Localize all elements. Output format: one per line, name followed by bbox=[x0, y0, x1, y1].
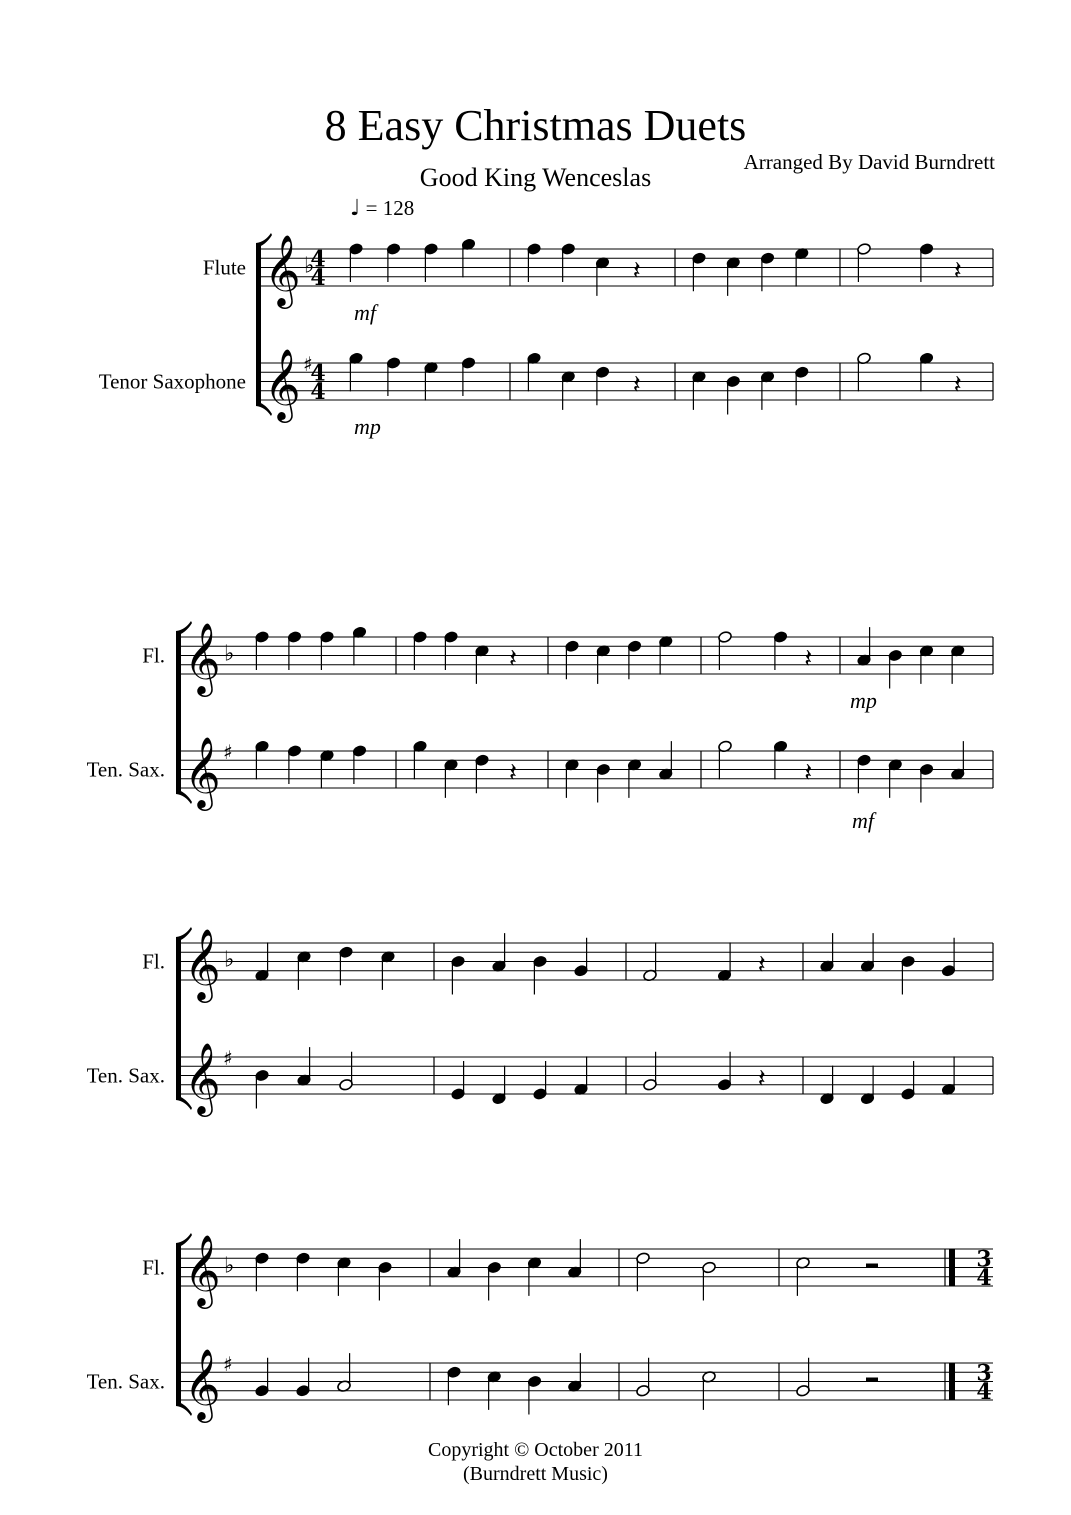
dynamic-marking: mp bbox=[850, 688, 877, 713]
instrument-label: Ten. Sax. bbox=[86, 757, 165, 782]
sharp-key-signature-icon: ♯ bbox=[223, 1046, 233, 1070]
score-title: 8 Easy Christmas Duets bbox=[324, 101, 747, 150]
dynamic-marking: mp bbox=[354, 414, 381, 439]
dynamic-marking: mf bbox=[354, 300, 376, 325]
treble-clef-icon: 𝄞 bbox=[264, 232, 301, 306]
quarter-rest-icon: 𝄽 bbox=[509, 757, 517, 788]
quarter-rest-icon: 𝄽 bbox=[632, 255, 641, 286]
instrument-label: Ten. Sax. bbox=[86, 1369, 165, 1394]
quarter-rest-icon: 𝄽 bbox=[509, 643, 517, 674]
quarter-rest-icon: 𝄽 bbox=[632, 369, 641, 400]
time-signature-bottom: 4 bbox=[976, 1265, 992, 1291]
sax-staff bbox=[87, 735, 993, 833]
copyright-footer bbox=[0, 1438, 1071, 1486]
piece-title: Good King Wenceslas bbox=[419, 163, 652, 192]
sharp-key-signature-icon: ♯ bbox=[223, 740, 233, 764]
flute-staff bbox=[142, 927, 993, 1003]
sharp-key-signature-icon: ♯ bbox=[303, 352, 313, 376]
time-signature-bottom: 4 bbox=[976, 1379, 992, 1405]
system-4 bbox=[87, 1233, 993, 1423]
quarter-rest-icon: 𝄽 bbox=[804, 643, 813, 674]
treble-clef-icon: 𝄞 bbox=[184, 926, 221, 1000]
quarter-note-icon: ♩ bbox=[350, 196, 361, 221]
copyright-line: Copyright © October 2011 bbox=[428, 1439, 643, 1461]
tempo-value: = 128 bbox=[365, 196, 415, 220]
system-2 bbox=[87, 621, 993, 833]
system-3 bbox=[87, 927, 993, 1117]
flat-key-signature-icon: ♭ bbox=[224, 641, 235, 667]
flat-key-signature-icon: ♭ bbox=[224, 947, 235, 973]
flute-staff bbox=[203, 233, 993, 325]
instrument-label: Fl. bbox=[142, 643, 165, 668]
instrument-label: Fl. bbox=[142, 1255, 165, 1280]
instrument-label: Fl. bbox=[142, 949, 165, 974]
quarter-rest-icon: 𝄽 bbox=[953, 369, 962, 400]
quarter-rest-icon: 𝄽 bbox=[804, 757, 813, 788]
quarter-rest-icon: 𝄽 bbox=[953, 255, 962, 286]
final-barline-thick bbox=[949, 1249, 955, 1286]
final-barline-thick bbox=[949, 1363, 955, 1400]
time-signature-bottom: 4 bbox=[310, 265, 326, 291]
time-signature-top: 3 bbox=[976, 1360, 992, 1387]
instrument-label: Ten. Sax. bbox=[86, 1063, 165, 1088]
quarter-rest-icon: 𝄽 bbox=[757, 1063, 766, 1094]
sharp-key-signature-icon: ♯ bbox=[223, 1352, 233, 1376]
treble-clef-icon: 𝄞 bbox=[184, 734, 221, 808]
system-1 bbox=[99, 233, 993, 439]
quarter-rest-icon: 𝄽 bbox=[757, 949, 766, 980]
instrument-label: Flute bbox=[202, 255, 246, 280]
sax-staff bbox=[87, 1347, 993, 1423]
sax-staff bbox=[87, 1041, 993, 1117]
flute-staff bbox=[142, 1233, 993, 1309]
half-rest-icon bbox=[866, 1264, 878, 1268]
flute-staff bbox=[142, 621, 993, 713]
flat-key-signature-icon: ♭ bbox=[224, 1253, 235, 1279]
instrument-label: Tenor Saxophone bbox=[98, 369, 246, 394]
treble-clef-icon: 𝄞 bbox=[184, 1232, 221, 1306]
time-signature-top: 3 bbox=[976, 1246, 992, 1273]
time-signature-top: 4 bbox=[310, 360, 326, 387]
dynamic-marking: mf bbox=[852, 808, 874, 833]
treble-clef-icon: 𝄞 bbox=[264, 346, 301, 420]
treble-clef-icon: 𝄞 bbox=[184, 1346, 221, 1420]
sax-staff bbox=[99, 347, 993, 439]
treble-clef-icon: 𝄞 bbox=[184, 1040, 221, 1114]
half-rest-icon bbox=[866, 1378, 878, 1382]
treble-clef-icon: 𝄞 bbox=[184, 620, 221, 694]
time-signature-top: 4 bbox=[310, 246, 326, 273]
publisher-line: (Burndrett Music) bbox=[463, 1463, 608, 1485]
arranger-credit: Arranged By David Burndrett bbox=[743, 150, 995, 174]
time-signature-bottom: 4 bbox=[310, 379, 326, 405]
flat-key-signature-icon: ♭ bbox=[304, 253, 315, 279]
